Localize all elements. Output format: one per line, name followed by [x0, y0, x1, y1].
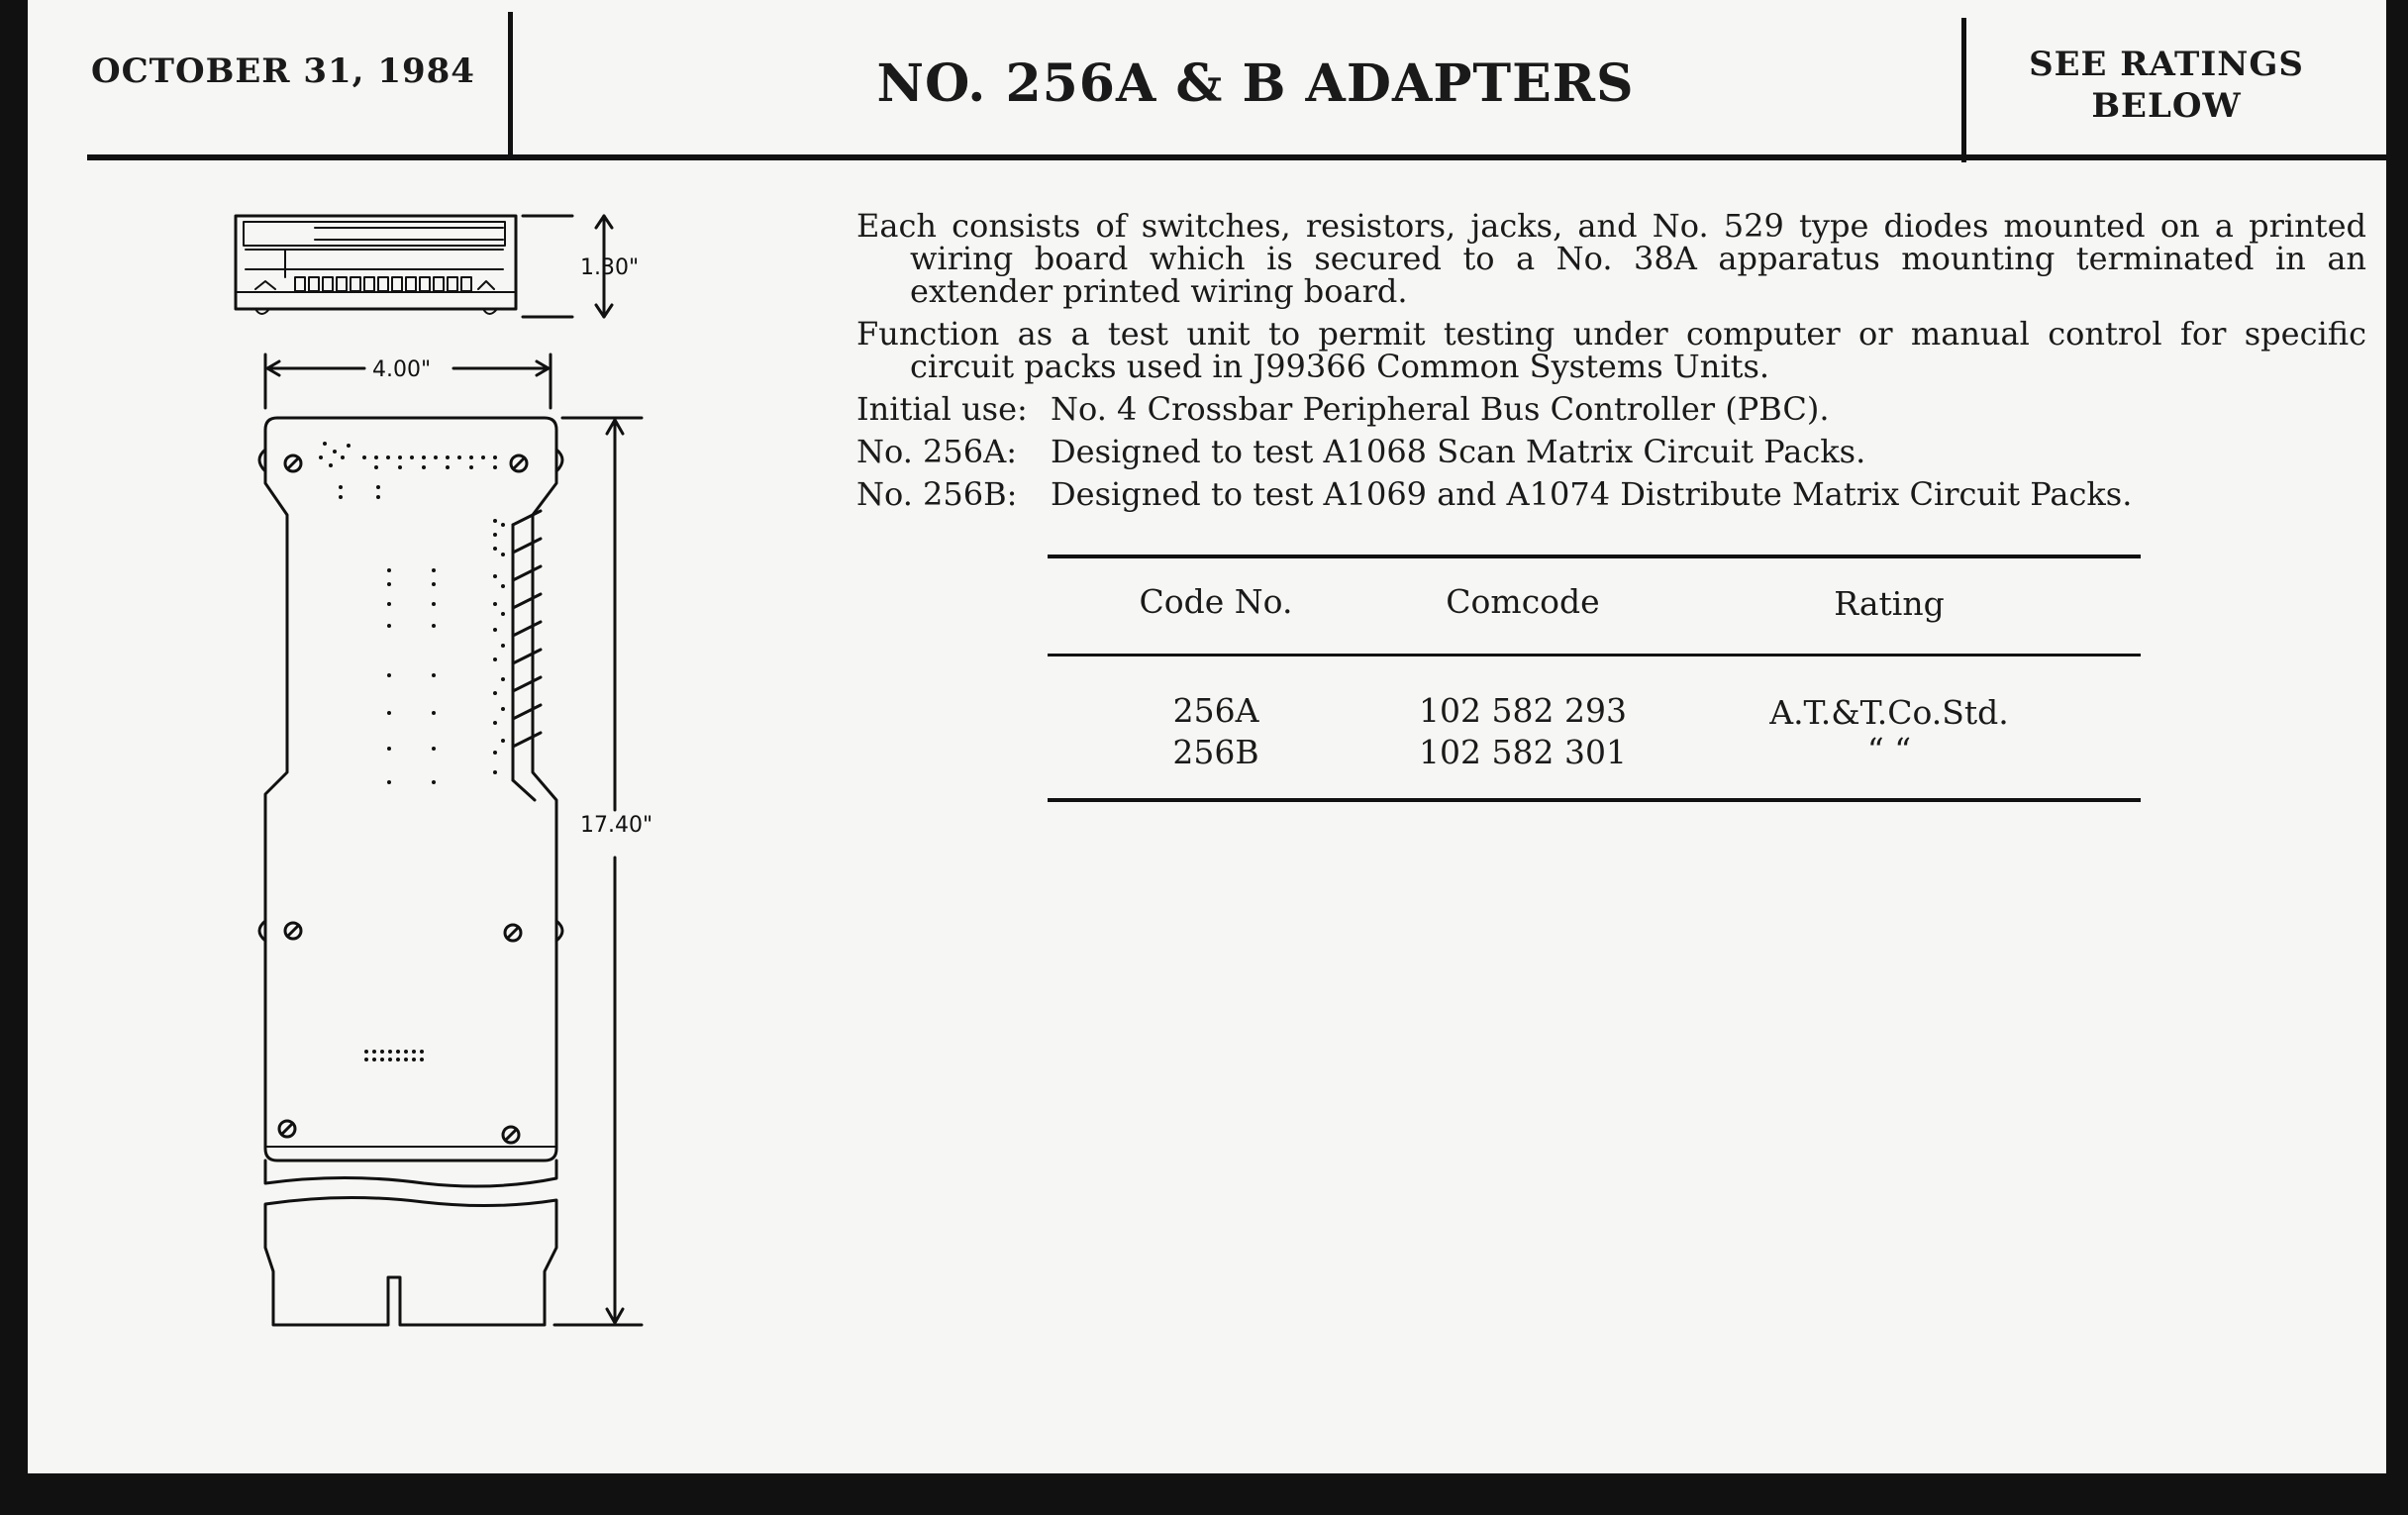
table-cell-code: 256B — [1172, 733, 1259, 771]
table-header-rule — [1048, 654, 2141, 656]
length-dimension-label: 17.40" — [580, 813, 653, 838]
description — [856, 207, 2366, 521]
adapter-drawing — [226, 198, 681, 1337]
extender-board — [265, 1197, 556, 1325]
catalog-page — [28, 0, 2386, 1473]
header-divider-left — [508, 12, 513, 156]
page-date: OCTOBER 31, 1984 — [91, 51, 475, 91]
column-header-comcode: Comcode — [1446, 582, 1600, 621]
rating-note-line1: SEE RATINGS — [2029, 45, 2304, 84]
adapter-256b-value: Designed to test A1069 and A1074 Distribute Matrix Circuit Packs. — [1051, 475, 2133, 513]
table-cell-rating: A.T.&T.Co.Std. — [1769, 693, 2009, 732]
header-rule — [87, 154, 2408, 160]
adapter-256a-label: No. 256A: — [856, 433, 1018, 470]
width-dimension-label: 4.00" — [372, 357, 432, 382]
board-front-view — [259, 418, 562, 1186]
table-bottom-rule — [1048, 798, 2141, 802]
description-construction: Each consists of switches, resistors, jacks, and No. 529 type diodes mounted on a printed wiring board which is secured to a No. 38A apparatus mounting terminated in an extender printed wiring board. — [856, 207, 2366, 310]
side-view-drawing — [236, 216, 612, 317]
initial-use-row — [856, 390, 2366, 428]
adapter-256a-value: Designed to test A1068 Scan Matrix Circuit Packs. — [1051, 433, 1866, 470]
adapter-256a-row — [856, 433, 2366, 470]
table-cell-comcode: 102 582 293 — [1419, 691, 1627, 730]
adapter-256b-row — [856, 475, 2366, 513]
description-function: Function as a test unit to permit testing under computer or manual control for specific circuit packs used in J99366 Common Systems Units. — [856, 315, 2366, 385]
initial-use-value: No. 4 Crossbar Peripheral Bus Controller (PBC). — [1051, 390, 1830, 428]
table-cell-comcode: 102 582 301 — [1419, 733, 1627, 771]
table-top-rule — [1048, 555, 2141, 558]
column-header-rating: Rating — [1834, 584, 1945, 623]
rating-note — [1998, 44, 2335, 127]
page-title: NO. 256A & B ADAPTERS — [876, 53, 1635, 114]
height-dimension-label: 1.30" — [580, 255, 640, 280]
column-header-code: Code No. — [1139, 582, 1293, 621]
initial-use-label: Initial use: — [856, 390, 1028, 428]
header-divider-right — [1961, 18, 1966, 162]
table-cell-rating-ditto: “ “ — [1866, 731, 1912, 769]
length-dimension — [554, 418, 642, 1325]
adapter-256b-label: No. 256B: — [856, 475, 1018, 513]
table-cell-code: 256A — [1172, 691, 1259, 730]
rating-note-line2: BELOW — [2091, 86, 2242, 126]
